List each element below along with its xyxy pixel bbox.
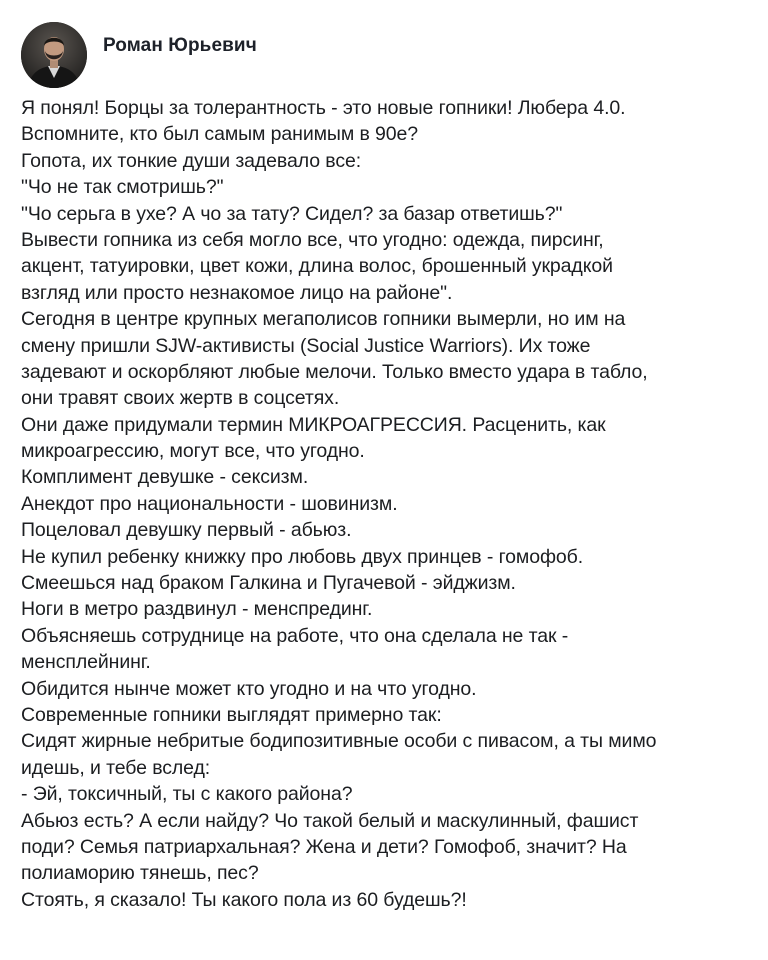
post-text-line: Вспомните, кто был самым ранимым в 90е? [21, 123, 419, 146]
user-avatar-icon [21, 22, 87, 88]
post-text-line: полиаморию тянешь, пес? [21, 862, 259, 885]
post-text-line: Они даже придумали термин МИКРОАГРЕССИЯ. Расценить, как [21, 413, 606, 436]
post-text-line: Анекдот про национальности - шовинизм. [21, 492, 398, 515]
post-text-line: Комплимент девушке - сексизм. [21, 466, 309, 489]
post-text-line: поди? Семья патриархальная? Жена и дети? Гомофоб, значит? На [21, 835, 627, 858]
post-text-line: задевают и оскорбляют любые мелочи. Только вместо удара в табло, [21, 360, 648, 383]
post-text-line: "Чо не так смотришь?" [21, 176, 224, 199]
post-text-line: Обидится нынче может кто угодно и на что угодно. [21, 677, 477, 700]
post-text-line: Сегодня в центре крупных мегаполисов гопники вымерли, но им на [21, 308, 626, 331]
post-text-line: Современные гопники выглядят примерно так: [21, 703, 442, 726]
post-header [21, 22, 257, 88]
post-text-line: Вывести гопника из себя могло все, что угодно: одежда, пирсинг, [21, 228, 604, 251]
post-text-line: Сидят жирные небритые бодипозитивные особи с пивасом, а ты мимо [21, 730, 657, 753]
post-text-line: Смеешься над браком Галкина и Пугачевой - эйджизм. [21, 572, 516, 595]
post-text-line: - Эй, токсичный, ты с какого района? [21, 783, 353, 806]
post-text-line: акцент, татуировки, цвет кожи, длина волос, брошенный украдкой [21, 255, 613, 278]
post-text-line: Я понял! Борцы за толерантность - это новые гопники! Любера 4.0. [21, 97, 626, 119]
avatar[interactable] [21, 22, 87, 88]
author-name[interactable]: Роман Юрьевич [103, 35, 257, 56]
post-text-line: Гопота, их тонкие души задевало все: [21, 149, 362, 172]
post-text-line: взгляд или просто незнакомое лицо на районе". [21, 281, 453, 304]
post-text-line: смену пришли SJW-активисты (Social Justice Warriors). Их тоже [21, 334, 591, 357]
post-text-line: Объясняешь сотруднице на работе, что она сделала не так - [21, 624, 569, 647]
post-text-line: "Чо серьга в ухе? А чо за тату? Сидел? за базар ответишь?" [21, 202, 563, 225]
post-text-line: микроагрессию, могут все, что угодно. [21, 440, 365, 463]
post-text-line: они травят своих жертв в соцсетях. [21, 387, 340, 410]
post-text-line: Поцеловал девушку первый - абьюз. [21, 519, 352, 542]
post-text-line: Абьюз есть? А если найду? Чо такой белый и маскулинный, фашист [21, 809, 639, 832]
post-text-line: идешь, и тебе вслед: [21, 756, 211, 779]
post-text [21, 95, 761, 913]
post-text-line: менсплейнинг. [21, 651, 151, 674]
post-text-line: Стоять, я сказало! Ты какого пола из 60 будешь?! [21, 888, 467, 911]
post-text-line: Не купил ребенку книжку про любовь двух принцев - гомофоб. [21, 545, 584, 568]
post-text-line: Ноги в метро раздвинул - менспрединг. [21, 598, 373, 621]
